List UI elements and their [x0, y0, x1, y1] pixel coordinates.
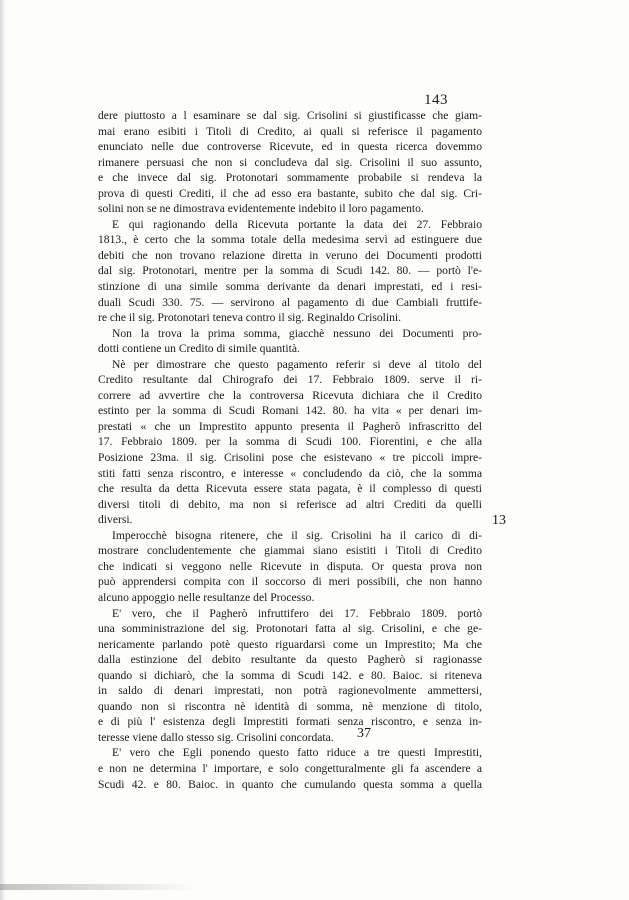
text-line: può apprendersi compita con il soccorso di meri possibili, che non hanno — [98, 575, 482, 589]
text-line: stiti fatti senza riscontro, e interesse « concludendo da ciò, che la somma — [98, 466, 482, 480]
text-line: E' vero, che il Pagherò infruttifero dei 17. Febbraio 1809. portò — [112, 606, 482, 620]
text-line: dal sig. Protonotari, mentre per la somma di Scudi 142. 80. — portò l'e- — [98, 264, 482, 278]
text-line: estinto per la somma di Scudi Romani 142. 80. ha vita « per denari im- — [98, 404, 482, 418]
text-line: quando non si riscontra nè identità di somma, nè menzione di titolo, — [98, 699, 482, 713]
text-line: in saldo di denari imprestati, non potrà ragionevolmente ammettersi, — [98, 684, 482, 698]
text-line: una somministrazione del sig. Protonotari fatta al sig. Crisolini, e che ge- — [98, 622, 482, 636]
text-line: mostrare concludentemente che giammai siano esistiti i Titoli di Credito — [98, 544, 482, 558]
text-line: stinzione di una simile somma derivante da denari imprestati, ed i resi- — [98, 280, 482, 294]
text-line: rimanere persuasi che non si concludeva dal sig. Crisolini il suo assunto, — [98, 155, 482, 169]
text-line: Non la trova la prima somma, giacchè nessuno dei Documenti pro- — [112, 326, 482, 340]
text-line: dotti contiene un Credito di simile quantità. — [98, 342, 300, 356]
signature-mark: 37 — [357, 726, 371, 741]
text-line: solini non se ne dimostrava evidentemente indebito il loro pagamento. — [98, 202, 424, 216]
page-edge-shadow — [0, 0, 6, 900]
text-line: re che il sig. Protonotari teneva contro il sig. Reginaldo Crisolini. — [98, 311, 401, 325]
text-line: quando si dichiarò, che la somma di Scudi 142. e 80. Baioc. si riteneva — [98, 668, 482, 682]
text-line: E' vero che Egli ponendo questo fatto riduce a tre questi Imprestiti, — [112, 746, 482, 760]
bottom-smudge — [0, 884, 200, 890]
text-line: dalla estinzione del debito resultante da questo Pagherò si ragionasse — [98, 653, 482, 667]
text-line: che resulta da detta Ricevuta essere stata pagata, è il complesso di questi — [98, 482, 482, 496]
text-line: E qui ragionando della Ricevuta portante la data dei 27. Febbraio — [112, 217, 482, 231]
text-line: debiti che non trovano relazione diretta in veruno dei Documenti prodotti — [98, 248, 482, 262]
text-line: diversi titoli di debito, ma non si referisce ad altri Crediti da quelli — [98, 497, 482, 511]
text-line: enunciato nelle due controverse Ricevute, ed in questa ricerca dovemmo — [98, 140, 482, 154]
text-line: prova di questi Crediti, il che ad esso era bastante, subito che dal sig. Cri- — [98, 186, 482, 200]
text-line: mai erano esibiti i Titoli di Credito, ai quali si referisce il pagamento — [98, 124, 482, 138]
text-line: dere piuttosto a l esaminare se dal sig. Crisolini si giustificasse che giam- — [98, 109, 482, 122]
text-line: alcuno appoggio nelle resultanze del Processo. — [98, 590, 315, 604]
text-line: diversi. — [98, 513, 133, 527]
body-text — [98, 108, 482, 792]
margin-note: 13 — [492, 513, 506, 528]
text-line: che indicati si veggono nelle Ricevute in disputa. Or questa prova non — [98, 559, 482, 573]
text-line: e di più l' esistenza degli Imprestiti formati senza riscontro, e senza in- — [98, 715, 482, 729]
text-line: Scudi 42. e 80. Baioc. in quanto che cumulando questa somma a quella — [98, 777, 482, 791]
text-line: 1813., è certo che la somma totale della medesima servì ad estinguere due — [98, 233, 482, 247]
text-line: Nè per dimostrare che questo pagamento referir si deve al titolo del — [112, 357, 482, 371]
page-number: 143 — [424, 92, 448, 108]
text-line: correre ad avvertire che la controversa Ricevuta dichiara che il Credito — [98, 388, 482, 402]
text-line: Imperocchè bisogna ritenere, che il sig. Crisolini ha il carico di di- — [112, 528, 482, 542]
text-line: Credito resultante dal Chirografo dei 17. Febbraio 1809. serve il ri- — [98, 373, 482, 387]
text-line: e che invece dal sig. Protonotari sommamente probabile si rendeva la — [98, 171, 482, 185]
text-line: e non ne determina l' importare, e solo congetturalmente gli fa ascendere a — [98, 761, 482, 775]
text-line: 17. Febbraio 1809. per la somma di Scudi 100. Fiorentini, e che alla — [98, 435, 482, 449]
text-line: Posizione 23ma. il sig. Crisolini pose che esistevano « tre piccoli impre- — [98, 451, 482, 465]
text-line: nericamente parlando potè questo riguardarsi come un Imprestito; Ma che — [98, 637, 482, 651]
text-line: prestati « che un Imprestito appunto presenta il Pagherò infrascritto del — [98, 419, 482, 433]
text-line: duali Scudi 330. 75. — servirono al pagamento di due Cambiali fruttife- — [98, 295, 482, 309]
text-line: teresse viene dallo stesso sig. Crisolini concordata. — [98, 730, 334, 744]
